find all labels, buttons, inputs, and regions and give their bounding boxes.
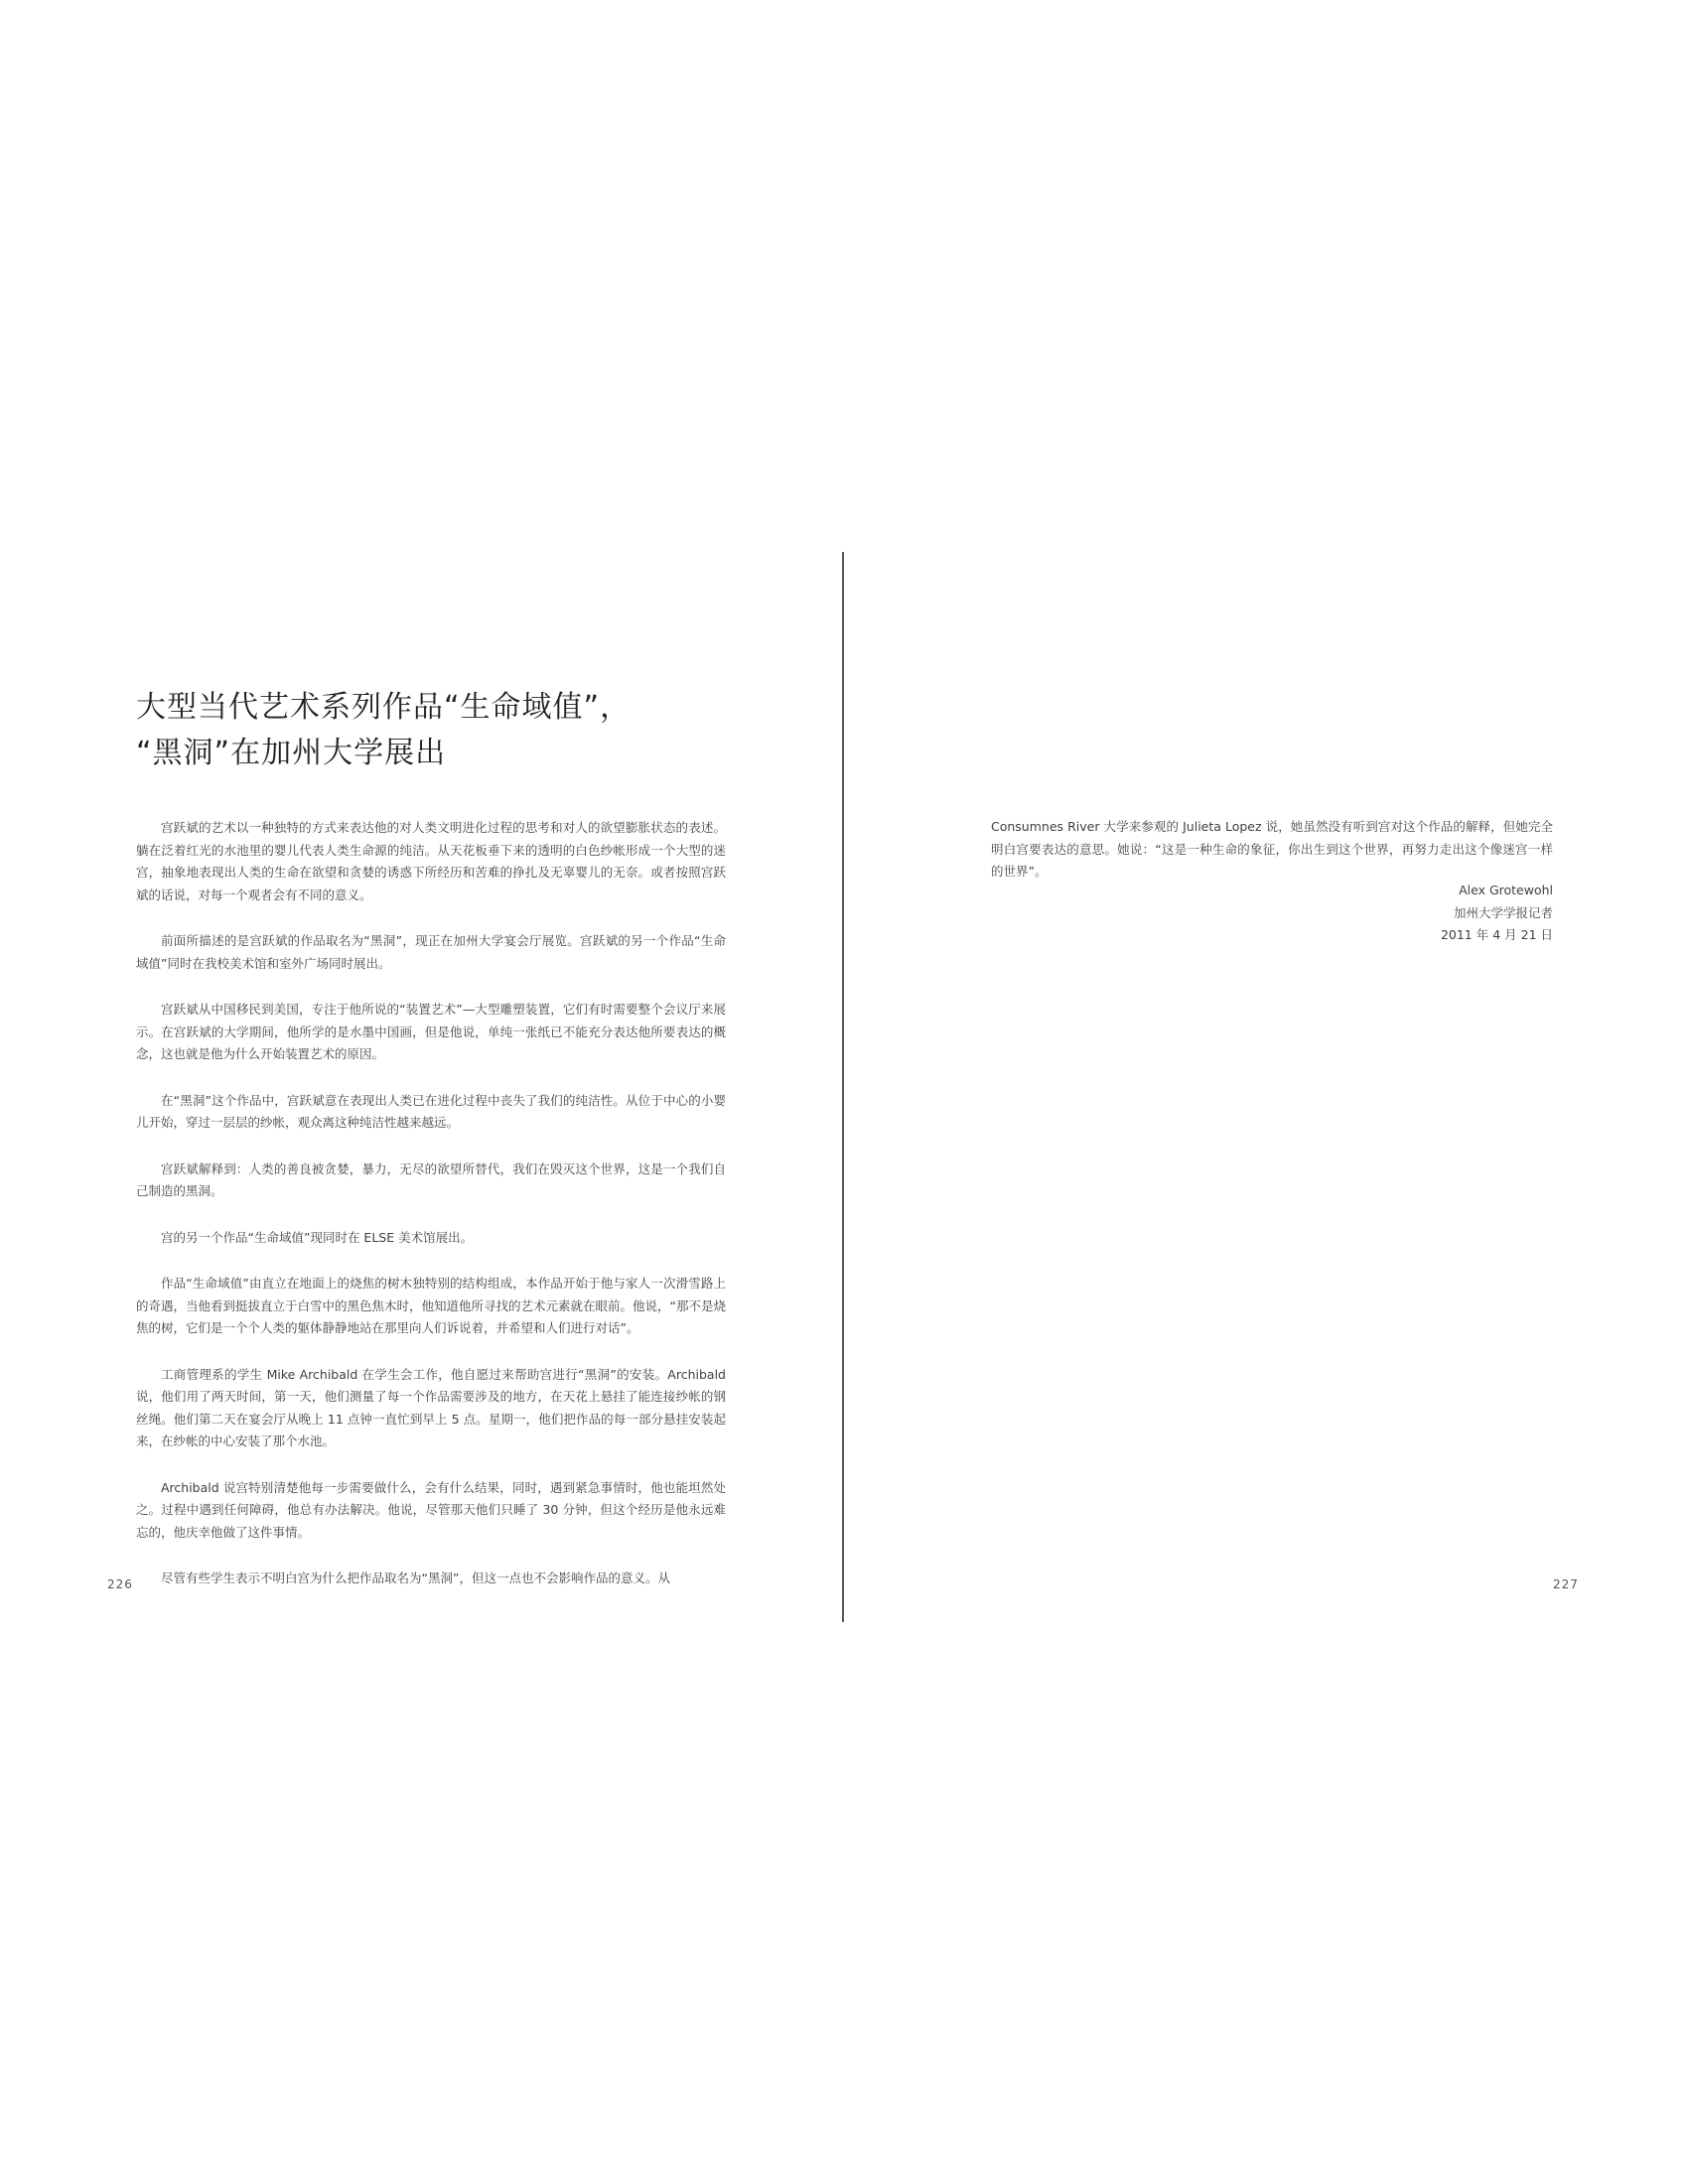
body-paragraph: 尽管有些学生表示不明白宫为什么把作品取名为“黑洞”，但这一点也不会影响作品的意义。从 [161,1570,670,1585]
page-number-left: 226 [107,1577,133,1591]
article-title [136,685,692,776]
body-paragraph: 在“黑洞”这个作品中，宫跃斌意在表现出人类已在进化过程中丧失了我们的纯洁性。从位于中心的小婴儿开始，穿过一层层的纱帐，观众离这种纯洁性越来越远。 [136,1092,726,1130]
page-number-right: 227 [1553,1577,1579,1591]
byline-affiliation: 加州大学学报记者 [1453,904,1553,920]
body-paragraph: 工商管理系的学生 Mike Archibald 在学生会工作，他自愿过来帮助宫进行“黑洞”的安装。Archibald 说，他们用了两天时间，第一天，他们测量了每一个作品需要涉及的地方，在天花上悬挂了能连接纱帐的钢丝绳。他们第二天在宴会厅从晚上 11 点钟一直忙到早上 5 点。星期一，他们把作品的每一部分悬挂安装起来，在纱帐的中心安装了那个水池。 [136,1366,726,1448]
body-paragraph: 宫跃斌的艺术以一种独特的方式来表达他的对人类文明进化过程的思考和对人的欲望膨胀状态的表述。躺在泛着红光的水池里的婴儿代表人类生命源的纯洁。从天花板垂下来的透明的白色纱帐形成一个大型的迷宫，抽象地表现出人类的生命在欲望和贪婪的诱惑下所经历和苦难的挣扎及无辜婴儿的无奈。或者按照宫跃斌的话说，对每一个观者会有不同的意义。 [136,820,726,902]
body-paragraph: 宫跃斌解释到：人类的善良被贪婪，暴力，无尽的欲望所替代，我们在毁灭这个世界，这是一个我们自己制造的黑洞。 [136,1160,726,1198]
body-paragraph: 宫跃斌从中国移民到美国，专注于他所说的“装置艺术”—大型雕塑装置，它们有时需要整个会议厅来展示。在宫跃斌的大学期间，他所学的是水墨中国画，但是他说，单纯一张纸已不能充分表达他所要表达的概念，这也就是他为什么开始装置艺术的原因。 [136,1002,726,1061]
left-page-body [136,817,726,1614]
byline [1291,880,1553,947]
body-paragraph: Consumnes River 大学来参观的 Julieta Lopez 说，她虽然没有听到宫对这个作品的解释，但她完全明白宫要表达的意思。她说：“这是一种生命的象征，你出生到这个世界，再努力走出这个像迷宫一样的世界”。 [991,819,1553,879]
gutter-divider [842,552,844,1622]
body-paragraph: 作品“生命域值”由直立在地面上的烧焦的树木独特别的结构组成，本作品开始于他与家人一次滑雪路上的奇遇，当他看到挺拔直立于白雪中的黑色焦木时，他知道他所寻找的艺术元素就在眼前。他说，“那不是烧焦的树，它们是一个个人类的躯体静静地站在那里向人们诉说着，并希望和人们进行对话”。 [136,1276,726,1335]
body-paragraph: Archibald 说宫特别清楚他每一步需要做什么，会有什么结果，同时，遇到紧急事情时，他也能坦然处之。过程中遇到任何障碍，他总有办法解决。他说，尽管那天他们只睡了 30 分钟，但这个经历是他永远难忘的，他庆幸他做了这件事情。 [136,1479,726,1540]
byline-date: 2011 年 4 月 21 日 [1440,927,1553,942]
title-line-2: “黑洞”在加州大学展出 [136,736,447,770]
body-paragraph: 宫的另一个作品“生命域值”现同时在 ELSE 美术馆展出。 [161,1229,474,1245]
body-paragraph: 前面所描述的是宫跃斌的作品取名为“黑洞”，现正在加州大学宴会厅展览。宫跃斌的另一个作品“生命域值”同时在我校美术馆和室外广场同时展出。 [136,933,726,971]
byline-author: Alex Grotewohl [1459,883,1553,897]
title-line-1: 大型当代艺术系列作品“生命域值”， [136,690,632,725]
